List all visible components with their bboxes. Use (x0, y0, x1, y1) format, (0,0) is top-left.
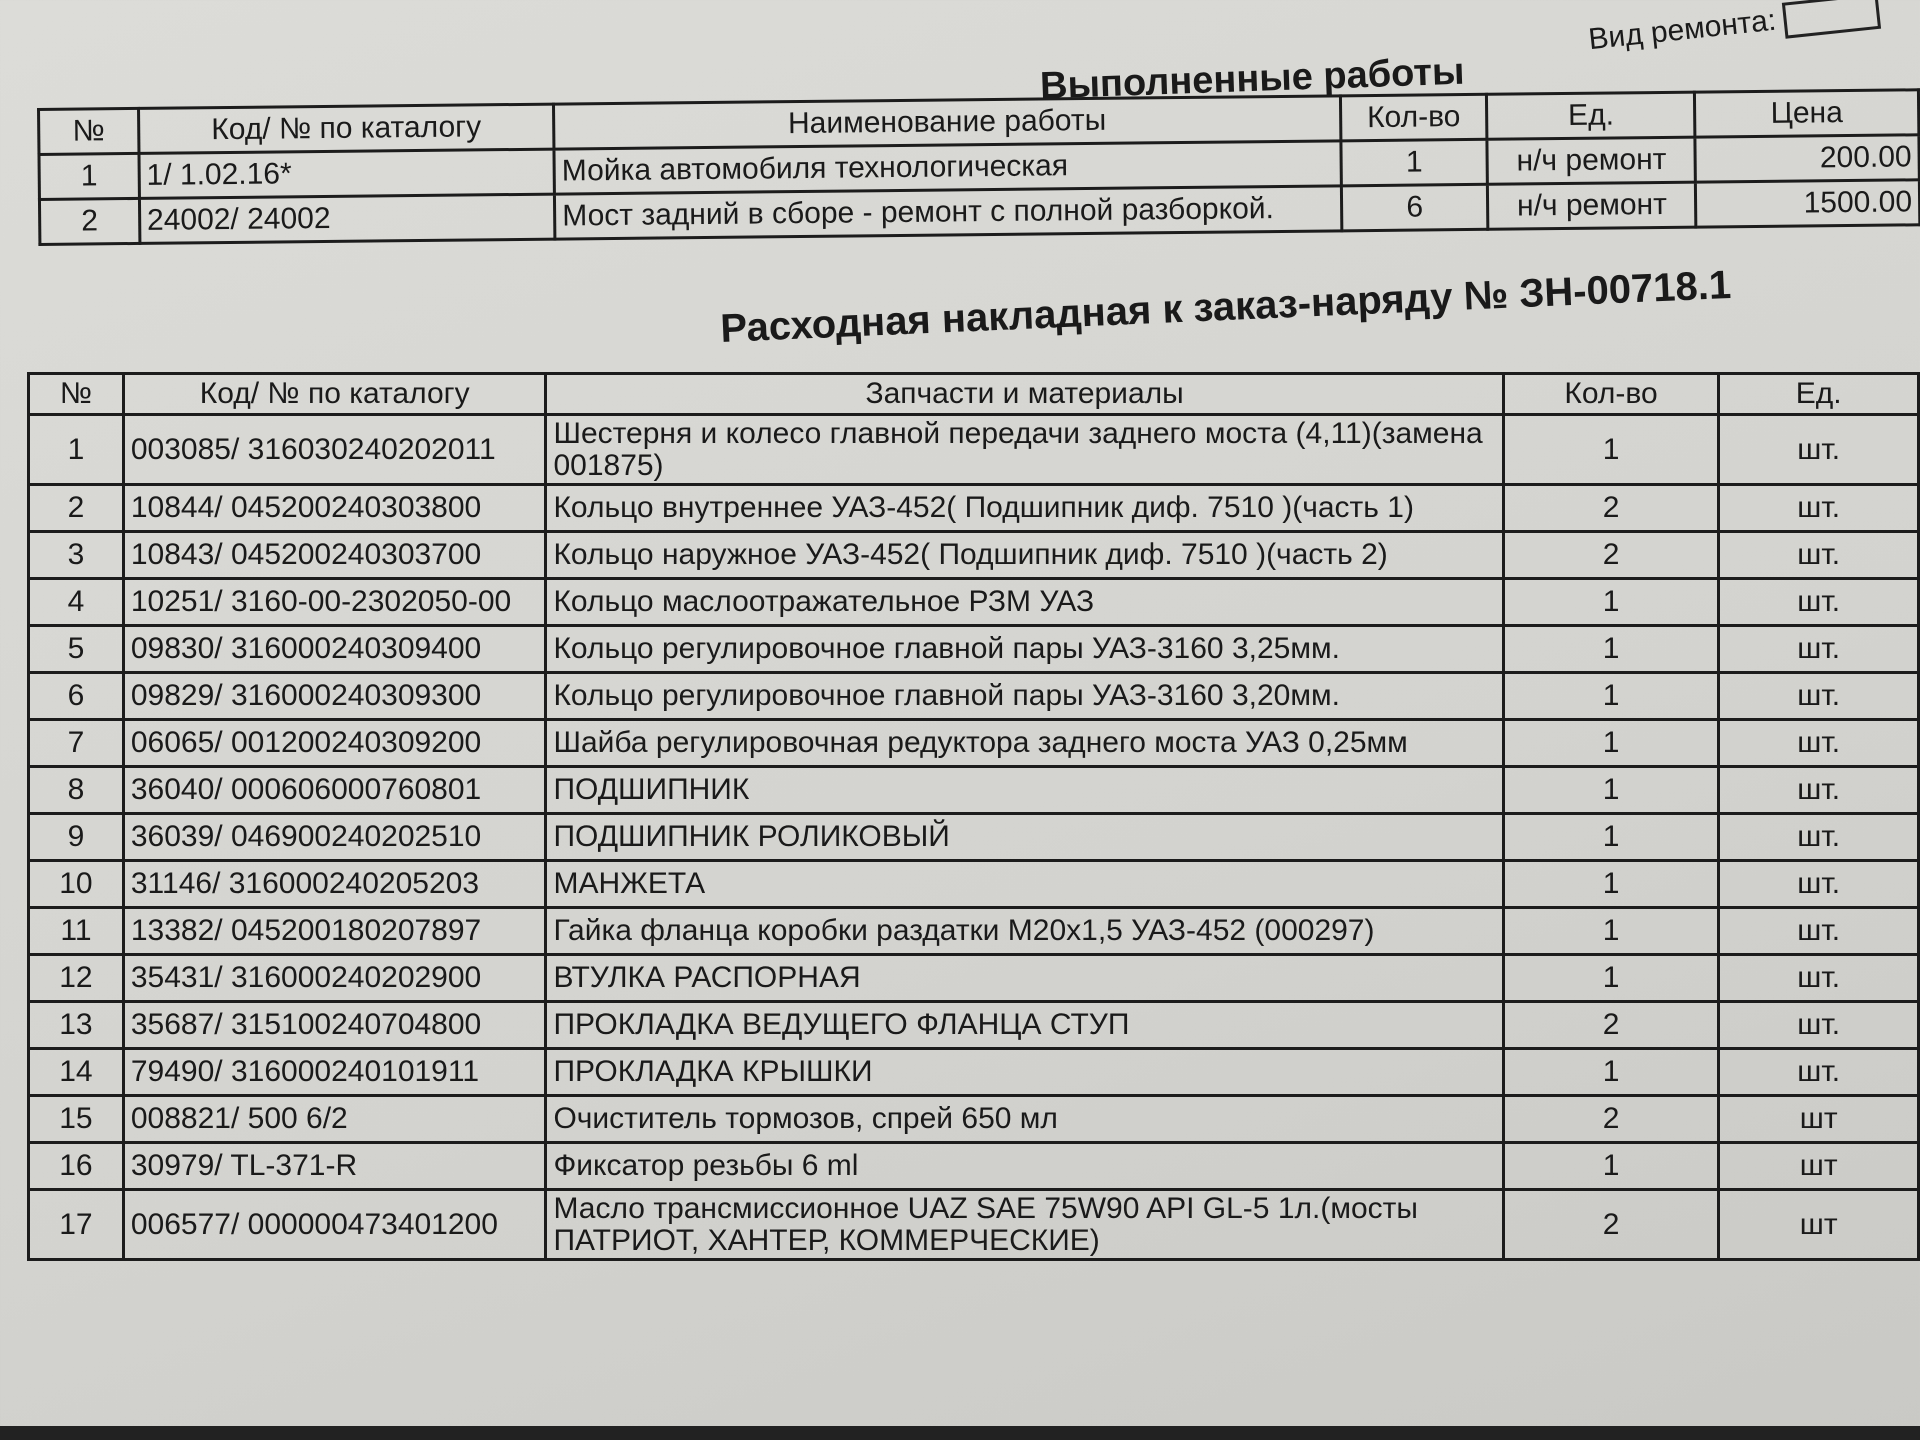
table-cell: 1 (1503, 861, 1719, 908)
table-cell: ПРОКЛАДКА ВЕДУЩЕГО ФЛАНЦА СТУП (546, 1002, 1503, 1049)
table-cell: 2 (39, 198, 139, 244)
table-cell: Кольцо регулировочное главной пары УАЗ-3160 3,20мм. (546, 673, 1503, 720)
table-cell: 13 (29, 1002, 124, 1049)
column-header: № (29, 374, 124, 415)
table-cell: 006577/ 000000473401200 (123, 1190, 546, 1260)
table-cell: 9 (29, 814, 124, 861)
table-row (29, 532, 1919, 579)
table-cell: 1 (1503, 673, 1719, 720)
table-cell: 5 (29, 626, 124, 673)
table-cell: 16 (29, 1143, 124, 1190)
table-cell: шт (1719, 1143, 1919, 1190)
table-cell: 2 (1503, 485, 1719, 532)
table-cell: Кольцо наружное УАЗ-452( Подшипник диф. 7510 )(часть 2) (546, 532, 1503, 579)
table-cell: 1 (1341, 139, 1488, 186)
column-header: Цена (1695, 90, 1919, 137)
table-cell: шт. (1719, 767, 1919, 814)
table-row (29, 1190, 1919, 1260)
table-cell: шт. (1719, 908, 1919, 955)
table-cell: шт. (1719, 814, 1919, 861)
table-cell: 1 (1503, 415, 1719, 485)
table-cell: шт. (1719, 485, 1919, 532)
column-header: № (39, 108, 139, 154)
table-cell: 008821/ 500 6/2 (123, 1096, 546, 1143)
table-cell: ПОДШИПНИК (546, 767, 1503, 814)
column-header: Код/ № по каталогу (138, 104, 554, 153)
parts-header-row (29, 374, 1919, 415)
table-cell: 10251/ 3160-00-2302050-00 (123, 579, 546, 626)
table-cell: 6 (1341, 184, 1488, 231)
table-cell: 11 (29, 908, 124, 955)
table-row (29, 720, 1919, 767)
table-cell: 35431/ 316000240202900 (123, 955, 546, 1002)
table-cell: Очиститель тормозов, спрей 650 мл (546, 1096, 1503, 1143)
table-cell: 8 (29, 767, 124, 814)
table-cell: 24002/ 24002 (139, 194, 555, 243)
table-cell: шт. (1719, 955, 1919, 1002)
column-header: Наименование работы (554, 96, 1341, 149)
table-row (29, 861, 1919, 908)
table-cell: 1 (1503, 908, 1719, 955)
table-cell: 4 (29, 579, 124, 626)
table-cell: 10844/ 045200240303800 (123, 485, 546, 532)
repair-type-field (1587, 0, 1881, 59)
table-cell: 36039/ 046900240202510 (123, 814, 546, 861)
table-cell: Мост задний в сборе - ремонт с полной разборкой. (555, 186, 1342, 239)
table-cell: шт. (1719, 720, 1919, 767)
table-row (29, 1143, 1919, 1190)
table-cell: Мойка автомобиля технологическая (554, 141, 1341, 194)
table-cell: МАНЖЕТА (546, 861, 1503, 908)
parts-table (27, 372, 1920, 1261)
table-cell: Фиксатор резьбы 6 ml (546, 1143, 1503, 1190)
table-cell: 14 (29, 1049, 124, 1096)
table-cell: 10843/ 045200240303700 (123, 532, 546, 579)
works-table (37, 88, 1920, 246)
table-cell: Шайба регулировочная редуктора заднего моста УАЗ 0,25мм (546, 720, 1503, 767)
table-cell: ВТУЛКА РАСПОРНАЯ (546, 955, 1503, 1002)
table-cell: 6 (29, 673, 124, 720)
table-cell: шт. (1719, 1002, 1919, 1049)
table-cell: шт. (1719, 415, 1919, 485)
table-cell: 36040/ 000606000760801 (123, 767, 546, 814)
works-title: Выполненные работы (1039, 50, 1466, 108)
table-cell: ПРОКЛАДКА КРЫШКИ (546, 1049, 1503, 1096)
repair-type-label: Вид ремонта: (1586, 3, 1778, 57)
table-cell: 3 (29, 532, 124, 579)
table-cell: шт. (1719, 861, 1919, 908)
table-cell: 1 (39, 153, 139, 199)
table-cell: шт (1719, 1096, 1919, 1143)
table-cell: 06065/ 001200240309200 (123, 720, 546, 767)
table-cell: шт. (1719, 532, 1919, 579)
parts-title: Расходная накладная к заказ-наряду № ЗН-00718.1 (719, 262, 1732, 352)
table-cell: 1 (1503, 1143, 1719, 1190)
table-cell: шт. (1719, 579, 1919, 626)
column-header: Код/ № по каталогу (123, 374, 546, 415)
table-cell: 12 (29, 955, 124, 1002)
table-cell: 1 (1503, 720, 1719, 767)
table-cell: 1/ 1.02.16* (139, 149, 555, 198)
column-header: Ед. (1487, 92, 1695, 139)
table-cell: 003085/ 316030240202011 (123, 415, 546, 485)
table-row (29, 767, 1919, 814)
table-cell: 30979/ TL-371-R (123, 1143, 546, 1190)
table-cell: 1 (29, 415, 124, 485)
table-cell: 1 (1503, 1049, 1719, 1096)
table-row (29, 415, 1919, 485)
table-cell: 200.00 (1695, 135, 1919, 182)
column-header: Запчасти и материалы (546, 374, 1503, 415)
table-row (29, 1002, 1919, 1049)
table-cell: 2 (1503, 532, 1719, 579)
table-cell: 1 (1503, 955, 1719, 1002)
table-cell: 2 (1503, 1096, 1719, 1143)
table-cell: 17 (29, 1190, 124, 1260)
table-row (29, 908, 1919, 955)
table-cell: 2 (29, 485, 124, 532)
column-header: Ед. (1719, 374, 1919, 415)
table-cell: 10 (29, 861, 124, 908)
table-cell: 31146/ 316000240205203 (123, 861, 546, 908)
table-cell: н/ч ремонт (1487, 137, 1695, 184)
table-row (29, 1049, 1919, 1096)
table-cell: 2 (1503, 1190, 1719, 1260)
table-cell: ПОДШИПНИК РОЛИКОВЫЙ (546, 814, 1503, 861)
table-cell: Кольцо маслоотражательное РЗМ УАЗ (546, 579, 1503, 626)
table-row (29, 626, 1919, 673)
table-cell: 7 (29, 720, 124, 767)
table-cell: 1 (1503, 767, 1719, 814)
page-edge (0, 1426, 1920, 1440)
table-cell: 13382/ 045200180207897 (123, 908, 546, 955)
table-cell: Масло трансмиссионное UAZ SAE 75W90 API GL-5 1л.(мосты ПАТРИОТ, ХАНТЕР, КОММЕРЧЕСКИЕ) (546, 1190, 1503, 1260)
table-row (29, 1096, 1919, 1143)
table-cell: 09830/ 316000240309400 (123, 626, 546, 673)
repair-type-box (1782, 0, 1881, 39)
table-cell: шт. (1719, 1049, 1919, 1096)
table-cell: Шестерня и колесо главной передачи заднего моста (4,11)(замена 001875) (546, 415, 1503, 485)
table-cell: 1500.00 (1696, 180, 1920, 227)
table-row (29, 673, 1919, 720)
table-cell: 09829/ 316000240309300 (123, 673, 546, 720)
table-cell: Кольцо регулировочное главной пары УАЗ-3160 3,25мм. (546, 626, 1503, 673)
table-row (29, 814, 1919, 861)
table-cell: Кольцо внутреннее УАЗ-452( Подшипник диф. 7510 )(часть 1) (546, 485, 1503, 532)
table-cell: 1 (1503, 626, 1719, 673)
table-cell: 15 (29, 1096, 124, 1143)
table-cell: 2 (1503, 1002, 1719, 1049)
table-cell: 1 (1503, 814, 1719, 861)
table-cell: 1 (1503, 579, 1719, 626)
column-header: Кол-во (1503, 374, 1719, 415)
table-cell: н/ч ремонт (1488, 182, 1696, 229)
table-cell: 35687/ 315100240704800 (123, 1002, 546, 1049)
table-cell: шт. (1719, 626, 1919, 673)
table-cell: шт. (1719, 673, 1919, 720)
table-cell: Гайка фланца коробки раздатки М20х1,5 УАЗ-452 (000297) (546, 908, 1503, 955)
table-cell: шт (1719, 1190, 1919, 1260)
table-row (29, 485, 1919, 532)
table-row (29, 579, 1919, 626)
column-header: Кол-во (1340, 94, 1487, 141)
table-cell: 79490/ 316000240101911 (123, 1049, 546, 1096)
table-row (29, 955, 1919, 1002)
